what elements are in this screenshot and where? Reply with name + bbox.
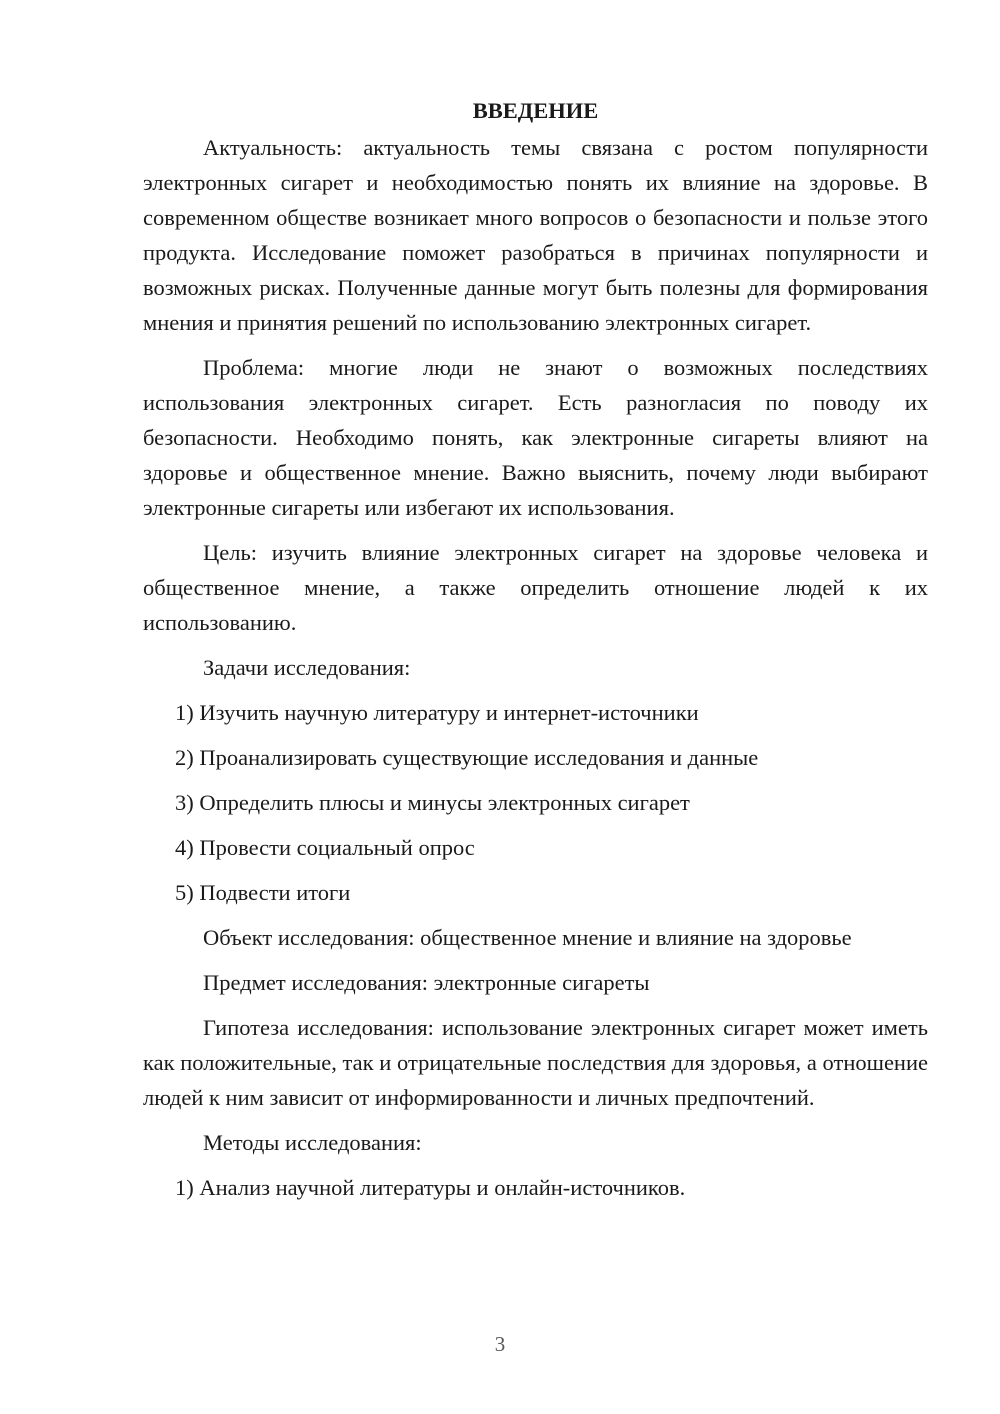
hypothesis-paragraph: Гипотеза исследования: использование электронных сигарет может иметь как положительные, так и отрицательные последствия для здоровья, а отношение людей к ним зависит от информированности и личных предпочтений.: [143, 1015, 928, 1110]
document-page: [143, 92, 928, 1205]
subject-paragraph: Предмет исследования: электронные сигареты: [203, 970, 650, 995]
page-title: ВВЕДЕНИЕ: [472, 98, 599, 123]
page-number: 3: [494, 1332, 506, 1356]
task-item: 5) Подвести итоги: [175, 880, 351, 905]
task-item: 4) Провести социальный опрос: [175, 835, 475, 860]
object-paragraph: Объект исследования: общественное мнение и влияние на здоровье: [203, 925, 852, 950]
method-item: 1) Анализ научной литературы и онлайн-источников.: [175, 1175, 686, 1200]
goal-paragraph: Цель: изучить влияние электронных сигарет на здоровье человека и общественное мнение, а также определить отношение людей к их использованию.: [143, 540, 928, 635]
task-item: 1) Изучить научную литературу и интернет-источники: [175, 700, 699, 725]
task-item: 2) Проанализировать существующие исследования и данные: [175, 745, 759, 770]
problem-paragraph: Проблема: многие люди не знают о возможных последствиях использования электронных сигарет. Есть разногласия по поводу их безопасности. Необходимо понять, как электронные сигареты влияют на здоровье и общественное мнение. Важно выяснить, почему люди выбирают электронные сигареты или избегают их использования.: [143, 355, 928, 520]
methods-heading: Методы исследования:: [203, 1130, 422, 1155]
tasks-heading: Задачи исследования:: [203, 655, 411, 680]
relevance-paragraph: Актуальность: актуальность темы связана с ростом популярности электронных сигарет и необходимостью понять их влияние на здоровье. В современном обществе возникает много вопросов о безопасности и пользе этого продукта. Исследование поможет разобраться в причинах популярности и возможных рисках. Полученные данные могут быть полезны для формирования мнения и принятия решений по использованию электронных сигарет.: [143, 135, 928, 335]
task-item: 3) Определить плюсы и минусы электронных сигарет: [175, 790, 690, 815]
